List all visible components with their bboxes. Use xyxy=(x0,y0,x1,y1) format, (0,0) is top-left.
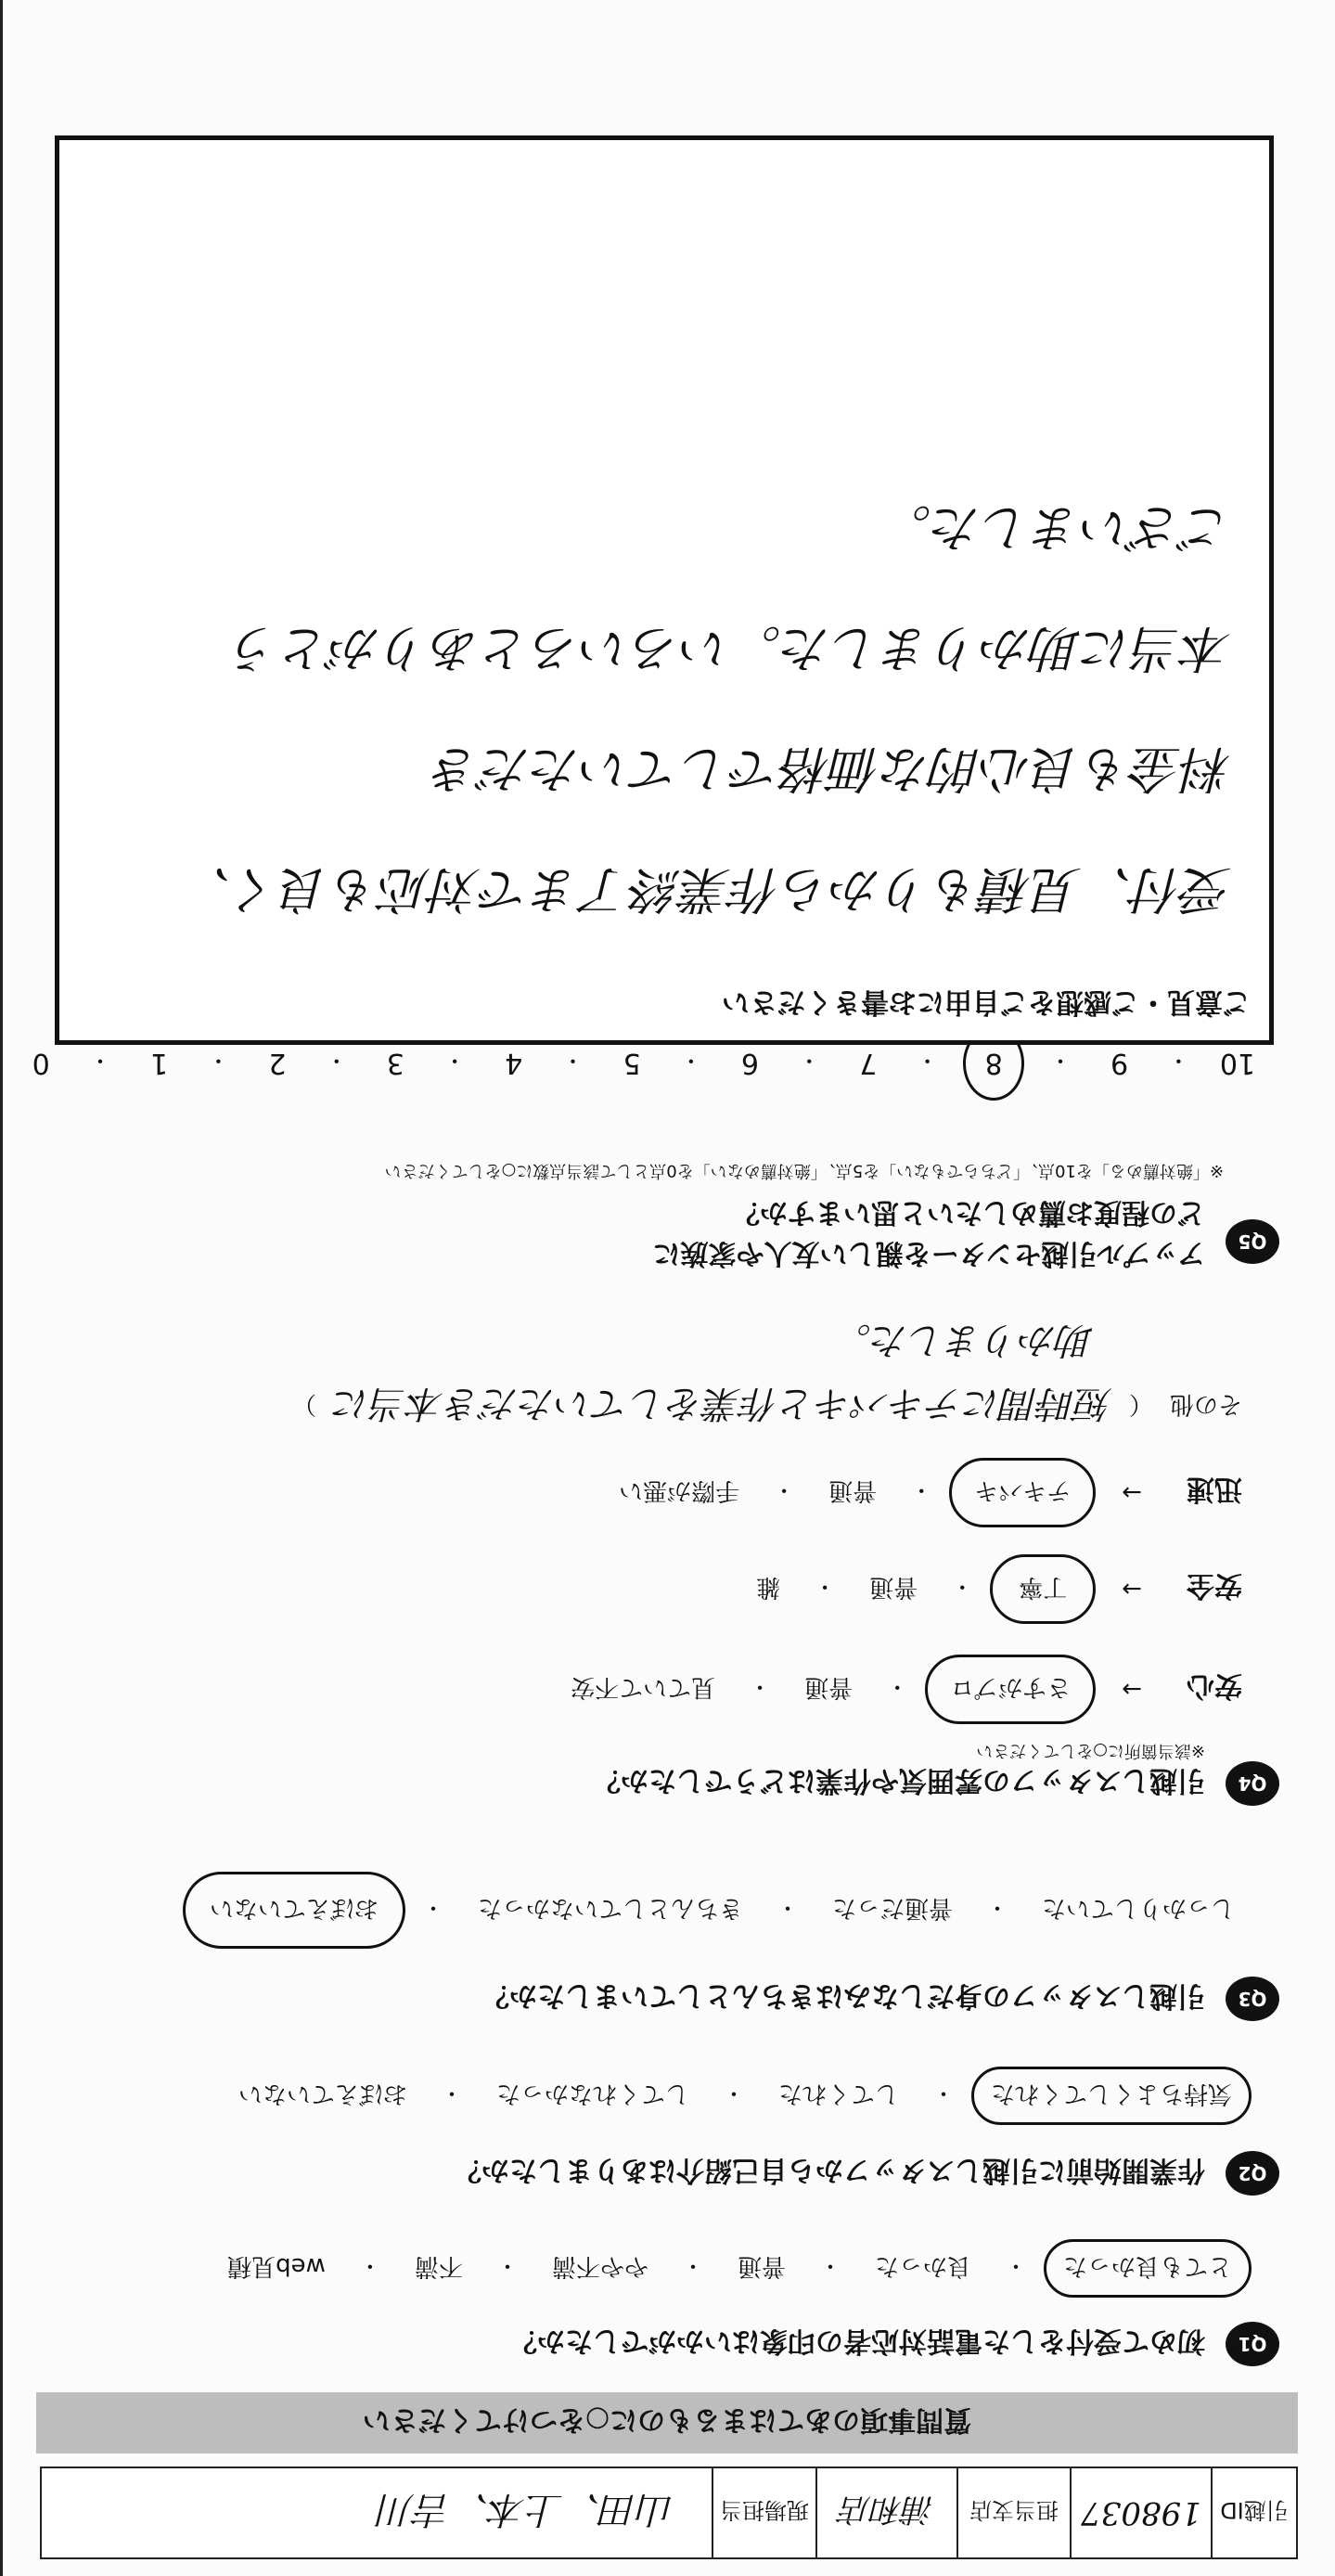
comment-title: ご意見・ご感想をご自由にお書きください xyxy=(722,985,1251,1018)
branch-value: 浦和店 xyxy=(815,2468,956,2557)
q4-option[interactable]: テキパキ xyxy=(949,1458,1096,1527)
q3-badge: Q3 xyxy=(1226,1977,1279,2021)
score-option[interactable]: 2 xyxy=(268,1047,287,1080)
score-option[interactable]: 0 xyxy=(32,1047,50,1080)
score-option[interactable]: 1 xyxy=(150,1047,169,1080)
q2-options: 気持ちよくしてくれた ・ してくれた ・ してくれなかった ・ おぼえていない xyxy=(64,2067,1252,2125)
q1-option[interactable]: やや不満 xyxy=(551,2252,648,2280)
q4-row-jinsoku: 迅速 → テキパキ ・ 普通 ・ 手際が悪い xyxy=(55,1458,1242,1527)
q1-option[interactable]: 良かった xyxy=(874,2252,971,2280)
q1-option[interactable]: 不満 xyxy=(414,2252,463,2280)
q5-question xyxy=(653,1195,1206,1277)
header-table xyxy=(40,2467,1298,2559)
q4-badge: Q4 xyxy=(1226,1761,1279,1806)
q2-row xyxy=(73,2151,1279,2196)
q1-row xyxy=(73,2322,1279,2366)
q5-text-2: どの程度お薦めしたいと思いますか？ xyxy=(732,1196,1205,1229)
q3-option[interactable]: 普通だった xyxy=(831,1894,953,1922)
q1-options: とても良かった ・ 良かった ・ 普通 ・ やや不満 ・ 不満 ・ web見積 xyxy=(64,2239,1252,2298)
q3-options: しっかりしていた ・ 普通だった ・ きちんとしていなかった ・ おぼえていない xyxy=(64,1872,1252,1949)
q4-option[interactable]: 普通 xyxy=(828,1476,878,1504)
q3-text: 引越しスタッフの身だしなみはきちんとしていましたか？ xyxy=(481,1979,1205,2012)
comment-line-4: ございました。 xyxy=(881,498,1232,557)
q2-option[interactable]: おぼえていない xyxy=(237,2080,407,2107)
q5-text-1: アップル引越センターを親しい友人や家族に xyxy=(652,1237,1205,1269)
id-value: 198037 xyxy=(1070,2468,1211,2557)
q4-other: その他 （ 短時間にテキパキと作業をしていただき本当に ） xyxy=(55,1380,1242,1433)
score-option[interactable]: 4 xyxy=(505,1047,523,1080)
id-label: 引越ID xyxy=(1211,2468,1296,2557)
comment-line-2: 料金も良心的な価格でしていただき xyxy=(430,740,1232,798)
q1-option[interactable]: 普通 xyxy=(737,2252,786,2280)
q1-option[interactable]: web見積 xyxy=(227,2252,326,2280)
q5-note: ※「絶対薦める」を10点、「どちらでもない」を5点、「絶対薦めない」を0点として該当点数に○をしてください xyxy=(384,1161,1224,1180)
q3-option[interactable]: しっかりしていた xyxy=(1041,1894,1235,1922)
comment-box[interactable] xyxy=(55,135,1274,1045)
q4-option[interactable]: 普通 xyxy=(804,1673,854,1701)
score-option[interactable]: 8 xyxy=(963,1026,1024,1101)
q5-badge: Q5 xyxy=(1226,1219,1279,1264)
q4-option[interactable]: さすがプロ xyxy=(925,1655,1096,1724)
comment-line-1: 受付、見積もりから作業終了まで対応も良く、 xyxy=(181,860,1232,919)
q3-option[interactable]: おぼえていない xyxy=(183,1872,405,1949)
q4-other-label: その他 xyxy=(1169,1390,1242,1418)
q4-category-label: 安心 xyxy=(1187,1669,1242,1703)
q4-option[interactable]: 普通 xyxy=(869,1573,918,1601)
q4-note: ※該当箇所に○をしてください xyxy=(976,1741,1205,1760)
q5-row xyxy=(73,1195,1279,1277)
score-option[interactable]: 3 xyxy=(386,1047,404,1080)
q4-category-label: 安全 xyxy=(1187,1569,1242,1603)
q4-row xyxy=(73,1761,1279,1806)
q3-row xyxy=(73,1977,1279,2021)
q5-scale: 10 ・ 9 ・ 8 ・ 7 ・ 6 ・ 5 ・ 4 ・ 3 ・ 2 ・ 1 ・ 0 xyxy=(18,1026,1261,1101)
q2-option[interactable]: してくれなかった xyxy=(495,2080,689,2107)
staff-value: 山田、上本、吉川 xyxy=(378,2488,674,2531)
staff-label: 現場担当 xyxy=(712,2468,815,2557)
q4-other-text-2: 助かりました。 xyxy=(834,1319,1094,1361)
q4-option[interactable]: 見ていて不安 xyxy=(571,1673,716,1701)
score-option[interactable]: 10 xyxy=(1219,1047,1256,1080)
q4-other-text-1: 短時間にテキパキと作業をしていただき本当に xyxy=(332,1382,1112,1424)
instruction-banner: 質問事項のあてはまるものに○をつけてください xyxy=(36,2392,1298,2454)
q2-badge: Q2 xyxy=(1226,2151,1279,2196)
q4-option[interactable]: 雑 xyxy=(756,1573,781,1601)
score-option[interactable]: 6 xyxy=(740,1047,760,1080)
comment-line-3: 本当に助かりました。いろいろとありがとう xyxy=(230,619,1232,677)
q4-row-anzen: 安全 → 丁寧 ・ 普通 ・ 雑 xyxy=(55,1554,1242,1624)
score-option[interactable]: 7 xyxy=(859,1047,878,1080)
q1-badge: Q1 xyxy=(1226,2322,1279,2366)
branch-label: 担当支店 xyxy=(956,2468,1070,2557)
q4-text: 引越しスタッフの雰囲気や作業はどうでしたか？ xyxy=(593,1764,1205,1797)
q2-text: 作業開始前に引越しスタッフから自己紹介はありましたか？ xyxy=(454,2154,1205,2186)
scan-edge-line xyxy=(0,0,3,2576)
q3-option[interactable]: きちんとしていなかった xyxy=(477,1894,743,1922)
q1-option[interactable]: とても良かった xyxy=(1044,2239,1252,2298)
q4-option[interactable]: 手際が悪い xyxy=(619,1476,740,1504)
q1-text: 初めて受付をした電話対応者の印象はいかがでしたか？ xyxy=(509,2325,1205,2357)
q2-option[interactable]: してくれた xyxy=(777,2080,899,2107)
score-option[interactable]: 9 xyxy=(1110,1047,1129,1080)
q4-category-label: 迅速 xyxy=(1187,1473,1242,1506)
q4-row-anshin: 安心 → さすがプロ ・ 普通 ・ 見ていて不安 xyxy=(55,1655,1242,1724)
q2-option[interactable]: 気持ちよくしてくれた xyxy=(971,2067,1252,2125)
score-option[interactable]: 5 xyxy=(623,1047,641,1080)
q4-option[interactable]: 丁寧 xyxy=(990,1554,1096,1624)
